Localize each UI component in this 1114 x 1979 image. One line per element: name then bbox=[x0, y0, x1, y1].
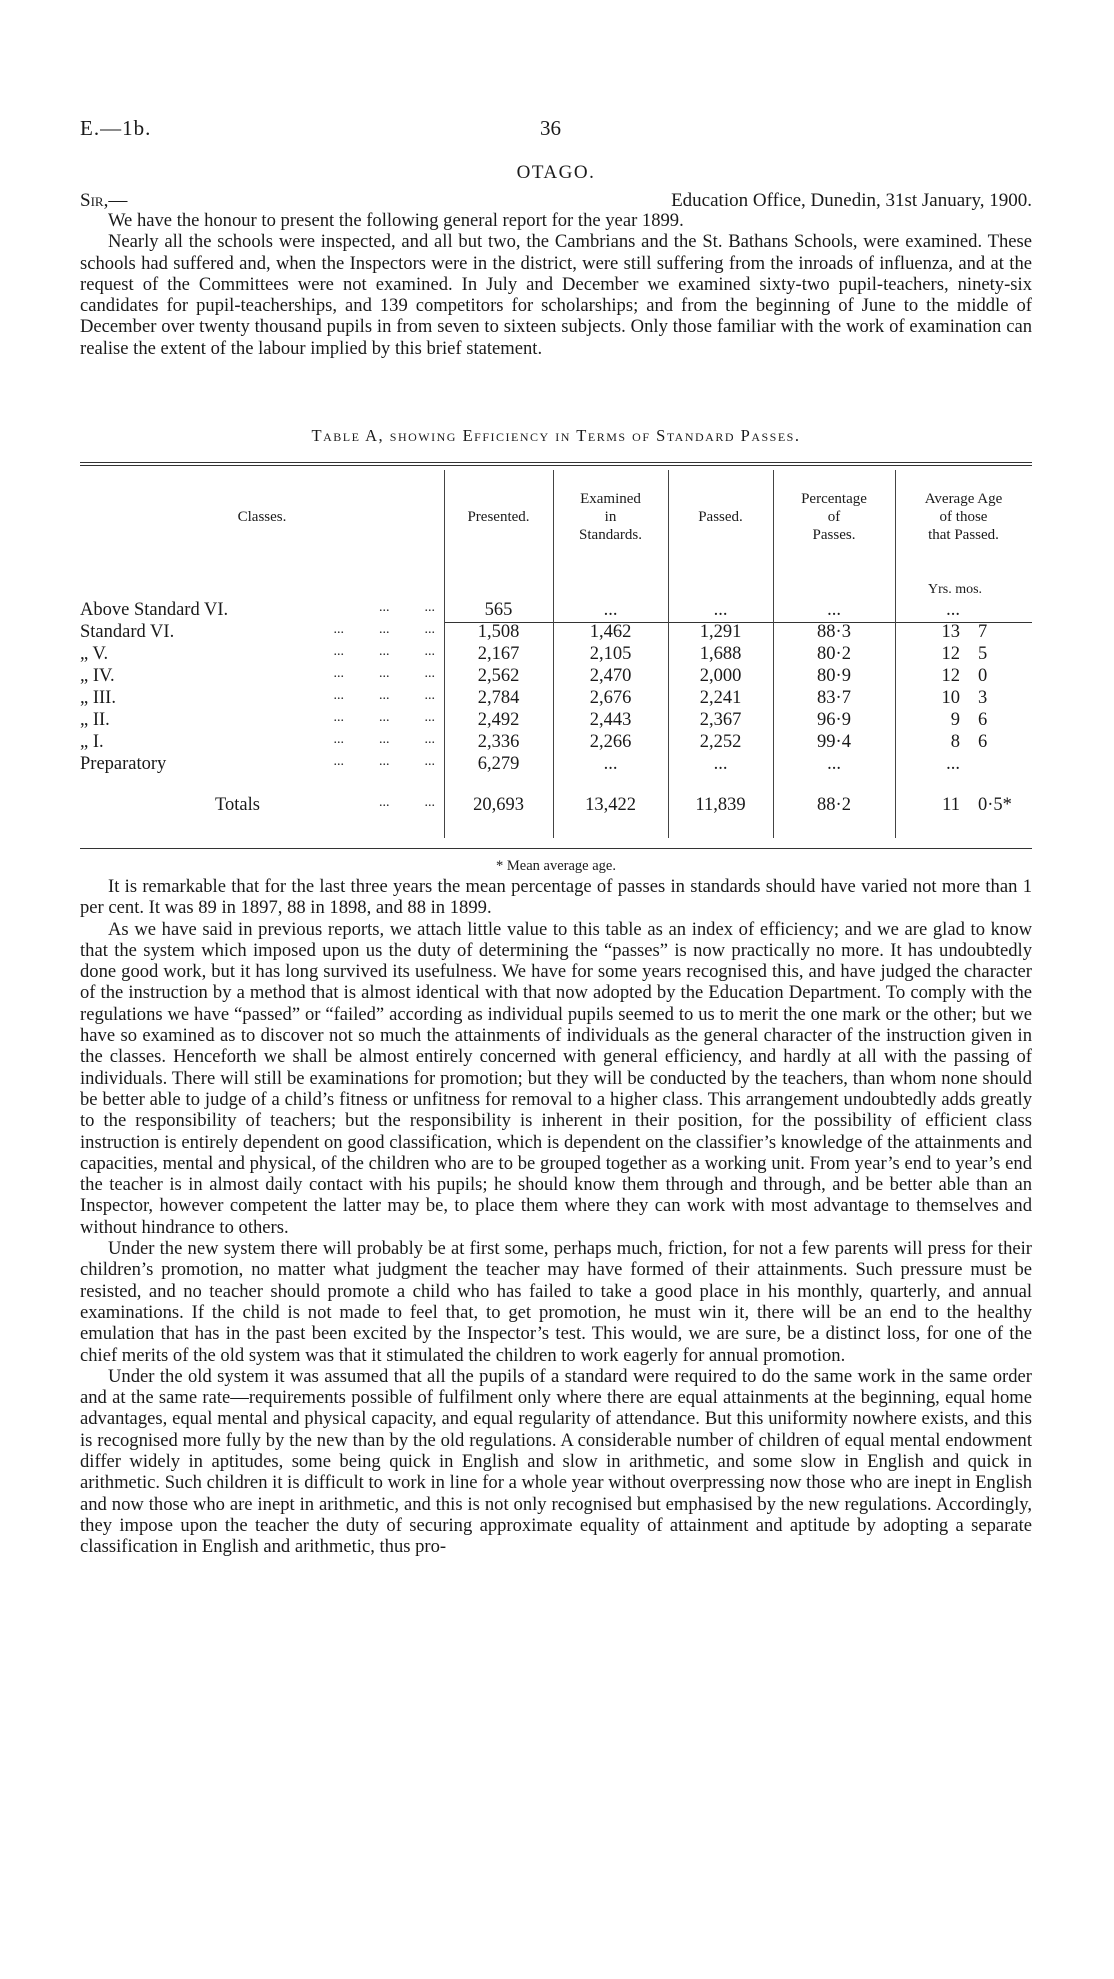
cell-examined: 2,443 bbox=[589, 710, 632, 730]
table-top-rule-inner bbox=[80, 465, 1032, 466]
cell-examined: 2,105 bbox=[589, 644, 632, 664]
leader-dots: ... ... ... bbox=[333, 622, 435, 637]
leader-dots: ... ... ... bbox=[333, 666, 435, 681]
class-label: Above Standard VI. bbox=[80, 600, 229, 620]
cell-age-months: 6 bbox=[978, 710, 988, 730]
cell-pct: ... bbox=[827, 754, 841, 774]
cell-examined: 2,676 bbox=[589, 688, 632, 708]
cell-age-months: 6 bbox=[978, 732, 988, 752]
leader-dots: ... ... ... bbox=[333, 644, 435, 659]
cell-passed: ... bbox=[713, 600, 728, 620]
table-bottom-rule bbox=[80, 848, 1032, 849]
cell-pct: 80·9 bbox=[817, 666, 851, 686]
cell-examined: 2,266 bbox=[589, 732, 632, 752]
cell-passed: 2,367 bbox=[699, 710, 742, 730]
header-average-age: Average Age of those that Passed. bbox=[924, 491, 1003, 543]
cell-age-months: 0 bbox=[978, 666, 988, 686]
totals-label: Totals bbox=[215, 795, 260, 815]
paragraph: As we have said in previous reports, we attach little value to this table as an index of efficiency; and we are glad to know that the system which imposed upon us the duty of determining the “passes” is now practically no more. It has undoubtedly done good work, but it has long survived its usefulness. We have for some years recognised this, and have judged the character of the instruction by a method that is almost identical with that now adopted by the Education Department. To comply with the regulations we have “passed” or “failed” according as individual pupils seemed to us to merit the one mark or the other; but we have so examined as to discover not so much the attainments of individuals as the general character of the instruction given in the classes. Henceforth we shall be almost entirely concerned with general efficiency, and hardly at all with the passing of individuals. There will still be examinations for promotion; but they will be conducted by the teachers, than whom none should be better able to judge of a child’s fitness or unfitness for removal to a higher class. This arrangement undoubtedly adds greatly to the responsibility of teachers; but the responsibility is inherent in their position, for the possibility of efficient class instruction is entirely dependent on good classification, which is dependent on the classifier’s knowledge of the attainments and capacities, mental and physical, of the children who are to be grouped together as a working unit. From year’s end to year’s end the teacher is in almost daily contact with his pupils; he should know them through and through, and be better able than an Inspector, however competent the latter may be, to place them where they can work with most advantage to themselves and without hindrance to others. bbox=[80, 918, 1032, 1238]
class-label: Standard VI. bbox=[80, 622, 175, 642]
cell-presented: 565 bbox=[484, 600, 513, 620]
paragraph: Nearly all the schools were inspected, and all but two, the Cambrians and the St. Bathans Schools, were examined. These schools had suffered and, when the Inspectors were in the district, were still suffering from the inroads of influenza, and at the request of the Committees were not examined. In July and December we examined sixty-two pupil-teachers, ninety-six candidates for pupil-teacherships, and 139 competitors for scholarships; and from the beginning of June to the middle of December over twenty thousand pupils in from seven to sixteen subjects. Only those familiar with the work of examination can realise the extent of the labour implied by this brief statement. bbox=[80, 231, 1032, 359]
header-percentage: Percentage of Passes. bbox=[801, 491, 867, 543]
class-label: „ IV. bbox=[80, 666, 115, 686]
class-label: „ V. bbox=[80, 644, 109, 664]
address-line: Education Office, Dunedin, 31st January, 1900. bbox=[671, 190, 1032, 211]
cell-presented: 2,784 bbox=[477, 688, 520, 708]
cell-presented: 6,279 bbox=[477, 754, 520, 774]
cell-age-years: 12 bbox=[941, 644, 960, 664]
cell-pct: 83·7 bbox=[817, 688, 851, 708]
leader-dots: ... ... ... bbox=[333, 732, 435, 747]
cell-age-months: 0·5* bbox=[978, 795, 1012, 815]
leader-dots: ... ... ... bbox=[333, 688, 435, 703]
cell-passed: 1,688 bbox=[699, 644, 742, 664]
table-top-rule bbox=[80, 462, 1032, 463]
cell-age-years: 9 bbox=[950, 710, 960, 730]
cell-passed: 2,000 bbox=[699, 666, 742, 686]
region-heading: OTAGO. bbox=[516, 162, 596, 183]
report-reference: E.—1b. bbox=[80, 116, 152, 140]
cell-presented: 2,562 bbox=[477, 666, 520, 686]
cell-presented: 2,336 bbox=[477, 732, 520, 752]
standard-passes-table bbox=[80, 462, 1032, 851]
paragraph: Under the new system there will probably be at first some, perhaps much, friction, for not a few parents will press for their children’s promotion, no matter what judgment the teacher may have formed of their attainments. Such pressure must be resisted, and no teacher should promote a child who has failed to take a good place in his monthly, quarterly, and annual examinations. If the child is not made to feel that, to get promotion, he must win it, there will be an end to the healthy emulation that has in the past been excited by the Inspector’s test. This would, we are sure, be a distinct loss, for one of the chief merits of the old system was that it stimulated the children to work eagerly for annual promotion. bbox=[80, 1238, 1032, 1366]
header-classes: Classes. bbox=[237, 509, 287, 525]
cell-examined: 1,462 bbox=[589, 622, 632, 642]
cell-examined: ... bbox=[603, 600, 618, 620]
cell-pct: 96·9 bbox=[817, 710, 851, 730]
leader-dots: ... ... bbox=[379, 600, 435, 615]
page-header bbox=[80, 116, 1032, 146]
class-label: „ III. bbox=[80, 688, 116, 708]
cell-examined: ... bbox=[603, 754, 618, 774]
cell-age-years: 11 bbox=[942, 795, 960, 815]
paragraph: We have the honour to present the following general report for the year 1899. bbox=[108, 210, 684, 231]
cell-pct: ... bbox=[827, 600, 841, 620]
cell-pct: 88·2 bbox=[817, 795, 851, 815]
cell-age-months: 3 bbox=[978, 688, 988, 708]
cell-presented: 2,167 bbox=[477, 644, 520, 664]
cell-passed: 1,291 bbox=[699, 622, 742, 642]
leader-dots: ... ... ... bbox=[333, 710, 435, 725]
cell-presented: 2,492 bbox=[477, 710, 520, 730]
cell-pct: 88·3 bbox=[817, 622, 851, 642]
cell-pct: 99·4 bbox=[817, 732, 851, 752]
report-body bbox=[80, 876, 1032, 1558]
cell-age-years: ... bbox=[946, 754, 960, 774]
cell-passed: ... bbox=[713, 754, 728, 774]
leader-dots: ... ... bbox=[379, 795, 435, 810]
age-units-label: Yrs. mos. bbox=[928, 582, 983, 597]
cell-age-months: 5 bbox=[978, 644, 988, 664]
cell-passed: 2,241 bbox=[699, 688, 742, 708]
salutation: Sir,— bbox=[80, 190, 128, 211]
cell-passed: 11,839 bbox=[695, 795, 746, 815]
cell-passed: 2,252 bbox=[699, 732, 742, 752]
table-title: Table A, showing Efficiency in Terms of Standard Passes. bbox=[311, 426, 801, 445]
cell-examined: 13,422 bbox=[585, 795, 636, 815]
cell-age-years: ... bbox=[946, 600, 960, 620]
header-examined: Examined in Standards. bbox=[579, 491, 642, 543]
class-label: Preparatory bbox=[80, 754, 167, 774]
class-label: „ II. bbox=[80, 710, 110, 730]
leader-dots: ... ... ... bbox=[333, 754, 435, 769]
cell-examined: 2,470 bbox=[589, 666, 632, 686]
paragraph: It is remarkable that for the last three years the mean percentage of passes in standards should have varied not more than 1 per cent. It was 89 in 1897, 88 in 1898, and 88 in 1899. bbox=[80, 876, 1032, 919]
intro-text bbox=[80, 210, 1032, 359]
paragraph: Under the old system it was assumed that all the pupils of a standard were required to do the same work in the same order and at the same rate—requirements possible of fulfilment only where there are equal attainments at the beginning, equal home advantages, equal mental and physical capacity, and equal regularity of attendance. But this uniformity nowhere exists, and this is recognised more fully by the new than by the old regulations. A considerable number of children of equal mental endowment differ widely in aptitudes, some being quick in English and slow in arithmetic, and some slow in English and quick in arithmetic. Such children it is difficult to work in line for a whole year without overpressing now those who are inept in English and now those who are inept in arithmetic, and this is not only recognised but emphasised by the new regulations. Accordingly, they impose upon the teacher the duty of securing approximate equality of attainment and aptitude by adopting a separate classification in English and arithmetic, thus pro- bbox=[80, 1365, 1032, 1558]
table-footnote: * Mean average age. bbox=[496, 858, 616, 874]
cell-age-years: 13 bbox=[941, 622, 960, 642]
cell-age-years: 8 bbox=[950, 732, 960, 752]
header-presented: Presented. bbox=[467, 509, 530, 525]
cell-presented: 1,508 bbox=[477, 622, 520, 642]
cell-age-years: 10 bbox=[941, 688, 960, 708]
cell-presented: 20,693 bbox=[473, 795, 524, 815]
cell-pct: 80·2 bbox=[817, 644, 851, 664]
cell-age-years: 12 bbox=[941, 666, 960, 686]
class-label: „ I. bbox=[80, 732, 104, 752]
cell-age-months: 7 bbox=[978, 622, 988, 642]
page-number: 36 bbox=[540, 116, 561, 140]
header-passed: Passed. bbox=[698, 509, 743, 525]
